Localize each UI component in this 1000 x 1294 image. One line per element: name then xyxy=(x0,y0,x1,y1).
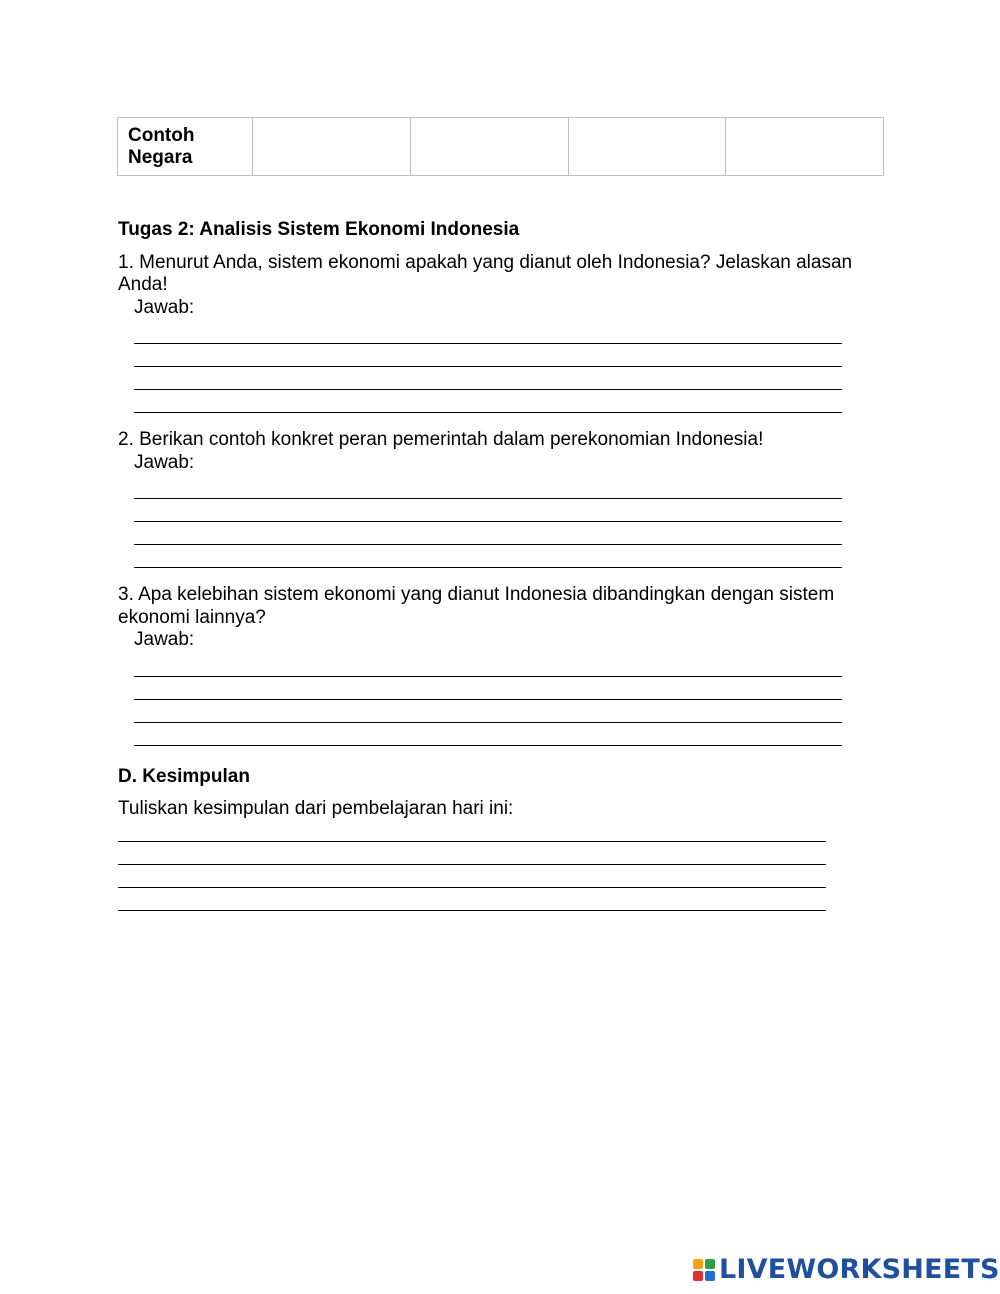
answer-line[interactable] xyxy=(134,567,842,568)
conclusion-line[interactable] xyxy=(118,887,826,888)
logo-square xyxy=(693,1259,703,1269)
logo-grid-icon xyxy=(693,1259,715,1281)
question-1-line: Anda! xyxy=(118,274,168,295)
table-cell[interactable] xyxy=(569,118,726,176)
answer-line[interactable] xyxy=(134,498,842,499)
table-cell[interactable] xyxy=(411,118,569,176)
logo-square xyxy=(693,1271,703,1281)
question-2-line: 2. Berikan contoh konkret peran pemerintah dalam perekonomian Indonesia! xyxy=(118,429,764,450)
logo-square xyxy=(705,1259,715,1269)
task2-heading: Tugas 2: Analisis Sistem Ekonomi Indonesia xyxy=(118,219,520,240)
row-label-line: Negara xyxy=(128,147,193,168)
answer-label: Jawab: xyxy=(134,297,195,318)
answer-line[interactable] xyxy=(134,722,842,723)
conclusion-line[interactable] xyxy=(118,841,826,842)
question-3-line: ekonomi lainnya? xyxy=(118,607,266,628)
table-row xyxy=(118,118,884,176)
answer-line[interactable] xyxy=(134,699,842,700)
answer-line[interactable] xyxy=(134,745,842,746)
question-1-line: 1. Menurut Anda, sistem ekonomi apakah yang dianut oleh Indonesia? Jelaskan alasan xyxy=(118,252,853,273)
conclusion-line[interactable] xyxy=(118,864,826,865)
liveworksheets-logo[interactable] xyxy=(693,1255,1000,1285)
answer-line[interactable] xyxy=(134,676,842,677)
answer-label: Jawab: xyxy=(134,452,195,473)
row-label-cell xyxy=(118,118,253,176)
row-label-line: Contoh xyxy=(128,125,195,146)
answer-line[interactable] xyxy=(134,389,842,390)
comparison-table xyxy=(117,117,884,176)
logo-text: LIVEWORKSHEETS xyxy=(719,1254,1000,1285)
conclusion-heading: D. Kesimpulan xyxy=(118,766,250,787)
answer-label: Jawab: xyxy=(134,629,195,650)
answer-line[interactable] xyxy=(134,366,842,367)
answer-line[interactable] xyxy=(134,521,842,522)
conclusion-prompt: Tuliskan kesimpulan dari pembelajaran hari ini: xyxy=(118,798,514,819)
answer-line[interactable] xyxy=(134,343,842,344)
logo-square xyxy=(705,1271,715,1281)
answer-line[interactable] xyxy=(134,544,842,545)
conclusion-line[interactable] xyxy=(118,910,826,911)
answer-line[interactable] xyxy=(134,412,842,413)
table-cell[interactable] xyxy=(253,118,411,176)
question-3-line: 3. Apa kelebihan sistem ekonomi yang dianut Indonesia dibandingkan dengan sistem xyxy=(118,584,835,605)
table-cell[interactable] xyxy=(726,118,884,176)
